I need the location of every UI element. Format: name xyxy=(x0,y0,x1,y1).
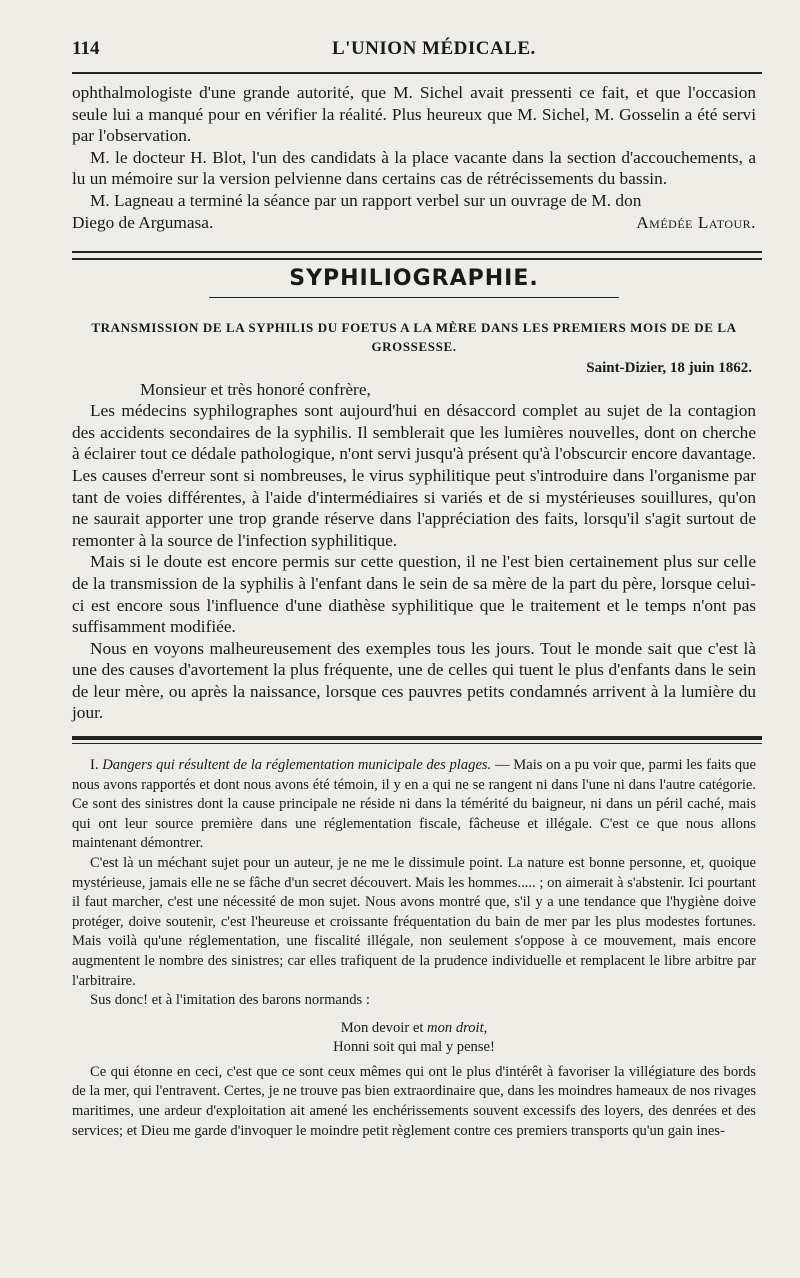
running-title: L'UNION MÉDICALE. xyxy=(332,38,536,59)
intro-paragraph: M. Lagneau a terminé la séance par un rapport verbel sur un ouvrage de M. don xyxy=(90,190,642,210)
article-paragraph: Les médecins syphilographes sont aujourd'hui en désaccord complet au sujet de la contagion des accidents secondaires de la syphilis. Il semblerait que les lumières nouvelles, dont on cherche à éclairer tout ce dédale pathologique, n'ont servi jusqu'à présent qu'à l'obscurcir encore davantage. Les causes d'erreur sont si nombreuses, le virus syphilitique peut s'introduire dans l'organisme par tant de voies différentes, à l'aide d'intermédiaires si variés et de si mystérieuses souillures, qu'on ne saurait apporter une trop grande réserve dans l'appréciation des faits, lorsqu'il s'agit surtout de remonter à la source de l'infection syphilitique. xyxy=(72,401,756,550)
feuilleton-divider xyxy=(72,736,762,740)
feuilleton-paragraph: Ce qui étonne en ceci, c'est que ce sont ceux mêmes qui ont le plus d'intérêt à favoriser la villégiature des bords de la mer, qui l'entravent. Certes, je ne trouve pas bien extraordinaire que, dans les moindres hameaux de nos rivages maritimes, une ardeur d'exploitation ait amené les enchérissements souvent excessifs des loyers, des denrées et des services; et Dieu me garde d'invoquer le moindre petit règlement contre ces premiers transports qu'un gain ines- xyxy=(72,1063,756,1139)
article-title: TRANSMISSION DE LA SYPHILIS DU FOETUS A LA MÈRE DANS LES PREMIERS MOIS DE DE LA GROSSESSE. xyxy=(91,320,737,355)
feuilleton-heading: Dangers qui résultent de la réglementation municipale des plages. xyxy=(102,757,492,774)
feuilleton-section xyxy=(72,756,756,1141)
feuilleton-text: — Mais on a pu voir que, parmi les faits que nous avons rapportés et dont nous avons été témoin, il y en a qui ne se rangent ni dans l'une ni dans l'autre catégorie. Ce sont des sinistres dont la cause principale ne réside ni dans la témérité du baigneur, ni dans un péril caché, mais qui ont leur source première dans une réglementation fiscale, fâcheuse et illégale. C'est ce que nous allons maintenant démontrer. xyxy=(72,757,757,852)
article-dateline: Saint-Dizier, 18 juin 1862. xyxy=(586,360,752,377)
motto-text: Mon devoir et xyxy=(340,1019,428,1036)
author-signature: Amédée Latour. xyxy=(636,212,756,232)
motto-punct: , xyxy=(483,1019,488,1036)
signature-line xyxy=(72,212,756,234)
motto xyxy=(72,1019,756,1057)
intro-paragraph: ophthalmologiste d'une grande autorité, que M. Sichel avait pressenti ce fait, et que l'occasion seule lui a manqué pour en vérifier la réalité. Plus heureux que M. Sichel, M. Gosselin a été servi par l'observation. xyxy=(72,83,756,146)
title-underline xyxy=(209,297,619,298)
article-paragraph: Mais si le doute est encore permis sur cette question, il ne l'est bien certainement plus sur celle de la transmission de la syphilis à l'enfant dans le sein de sa mère de la part du père, lorsque celui-ci est encore sous l'influence d'une diathèse syphilitique que le traitement et le temps n'ont pas suffisamment modifiée. xyxy=(72,552,756,637)
intro-section xyxy=(72,82,756,233)
page-header xyxy=(72,38,762,74)
section-divider xyxy=(72,251,762,260)
feuilleton-paragraph: Sus donc! et à l'imitation des barons normands : xyxy=(90,992,370,1009)
feuilleton-divider-thin xyxy=(72,743,762,744)
motto-italic: mon droit xyxy=(427,1019,484,1036)
page-number: 114 xyxy=(72,38,100,59)
intro-paragraph: M. le docteur H. Blot, l'un des candidats à la place vacante dans la section d'accouchements, a lu un mémoire sur la version pelvienne dans certains cas de rétrécissements du bassin. xyxy=(72,147,756,189)
article-salutation: Monsieur et très honoré confrère, xyxy=(140,380,371,400)
feuilleton-paragraph: C'est là un méchant sujet pour un auteur, je ne me le dissimule point. La nature est bonne personne, et, quoique mystérieuse, jamais elle ne se fâche d'un secret découvert. Mais les hommes..... ; on aimerait à s'abstenir. Ici pourtant il faut marcher, c'est une nécessité de mon sujet. Nous avons montré que, s'il y a une tendance que l'hygiène doive protéger, doive soutenir, c'est l'heureuse et croissante fréquentation du bain de mer par les plus modestes fortunes. Mais voilà qu'une réglementation, une fiscalité illégale, non seulement s'oppose à ce mouvement, mais encore augmentent le nombre des sinistres; car elles trafiquent de la prudence individuelle et remplacent le libre arbitre par l'arbitraire. xyxy=(72,855,756,989)
feuilleton-paragraph xyxy=(72,756,756,854)
motto-line xyxy=(72,1019,756,1038)
feuilleton-heading-number: I. xyxy=(90,757,99,774)
section-title: SYPHILIOGRAPHIE. xyxy=(289,266,539,292)
intro-paragraph-end: Diego de Argumasa. xyxy=(72,212,214,232)
article-paragraph: Nous en voyons malheureusement des exemples tous les jours. Tout le monde sait que c'est là une des causes d'avortement la plus fréquente, une de celles qui tuent le plus d'enfants dans le sein de leur mère, ou après la naissance, lorsque ces pauvres petits condamnés arrivent à la lumière du jour. xyxy=(72,638,756,723)
motto-line: Honni soit qui mal y pense! xyxy=(333,1038,495,1055)
